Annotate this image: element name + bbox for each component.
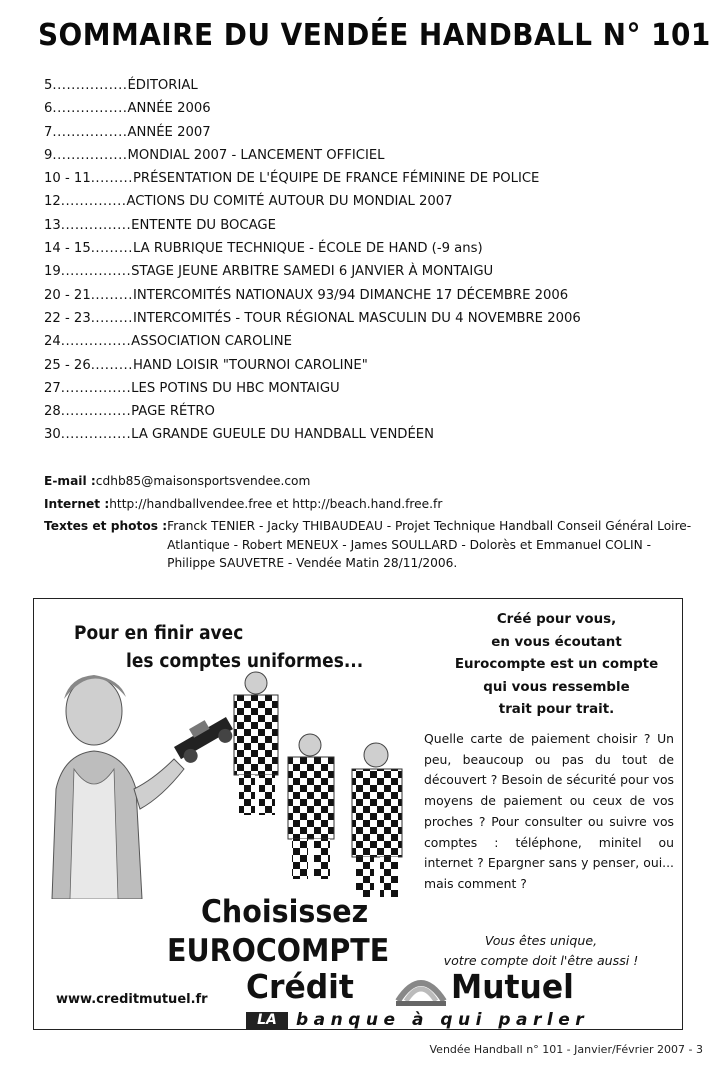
- ad-body-text: Quelle carte de paiement choisir ? Un peu, beaucoup ou pas du tout de découvert ? Besoin de sécurité pour vos moyens de paiement ou ceux de vos proches ? Pour consulter ou suivre vos comptes : téléphone, minitel ou internet ? Epargner sans y penser, oui... mais comment ?: [424, 731, 674, 891]
- ad-headline-line-2: les comptes uniformes...: [126, 651, 364, 672]
- toc-leader-dots: .........: [90, 357, 133, 373]
- credits-value: Franck TENIER - Jacky THIBAUDEAU - Projet Technique Handball Conseil Général Loire-Atlantique - Robert MENEUX - James SOULLARD - Dolorès et Emmanuel COLIN - Philippe SAUVETRE - Vendée Matin 28/11/2006.: [167, 519, 692, 570]
- ad-cta-line-2: EUROCOMPTE: [167, 933, 390, 969]
- toc-entry-title: LES POTINS DU HBC MONTAIGU: [131, 380, 340, 396]
- toc-leader-dots: ..............: [60, 194, 127, 210]
- ad-tagline-line: en vous écoutant: [491, 634, 622, 650]
- toc-page-number: 5: [44, 78, 53, 93]
- logo-word-mutuel: Mutuel: [451, 967, 574, 1006]
- toc-row: [44, 307, 684, 330]
- logo-slogan: banque à qui parler: [296, 1010, 590, 1030]
- ad-tagline: [444, 609, 669, 722]
- toc-row: [44, 400, 684, 423]
- toc-leader-dots: ...............: [60, 264, 132, 280]
- toc-leader-dots: .........: [90, 171, 133, 187]
- toc-page-number: 24: [44, 334, 61, 350]
- toc-page-number: 10 - 11: [44, 171, 91, 187]
- ad-tagline-line: trait pour trait.: [498, 702, 615, 717]
- toc-page-number: 20 - 21: [44, 287, 91, 303]
- internet-row: [44, 495, 694, 514]
- toc-leader-dots: .........: [90, 287, 133, 303]
- toc-row: [44, 144, 684, 167]
- contact-info: [44, 472, 694, 577]
- toc-entry-title: PAGE RÉTRO: [131, 404, 215, 420]
- toc-entry-title: ÉDITORIAL: [127, 78, 198, 93]
- toc-row: [44, 167, 684, 190]
- ad-headline-line-1: Pour en finir avec: [74, 623, 244, 644]
- toc-row: [44, 284, 684, 307]
- toc-row: [44, 214, 684, 237]
- toc-entry-title: ANNÉE 2007: [127, 124, 211, 140]
- toc-entry-title: HAND LOISIR "TOURNOI CAROLINE": [132, 357, 368, 373]
- toc-leader-dots: ...............: [60, 334, 132, 350]
- toc-entry-title: ASSOCIATION CAROLINE: [131, 334, 292, 350]
- toc-leader-dots: ...............: [60, 380, 132, 396]
- page-footer: Vendée Handball n° 101 - Janvier/Février 2007 - 3: [429, 1043, 703, 1056]
- toc-page-number: 25 - 26: [44, 357, 91, 373]
- credits-row: [44, 517, 694, 573]
- toc-leader-dots: ................: [52, 101, 128, 117]
- toc-row: [44, 121, 684, 144]
- toc-leader-dots: ................: [52, 147, 128, 163]
- toc-row: [44, 237, 684, 260]
- toc-page-number: 30: [44, 427, 61, 443]
- toc-page-number: 14 - 15: [44, 241, 91, 257]
- toc-entry-title: MONDIAL 2007 - LANCEMENT OFFICIEL: [127, 147, 385, 163]
- toc-leader-dots: .........: [90, 241, 133, 257]
- toc-leader-dots: ...............: [60, 217, 132, 233]
- toc-entry-title: STAGE JEUNE ARBITRE SAMEDI 6 JANVIER À MONTAIGU: [131, 264, 494, 280]
- toc-page-number: 22 - 23: [44, 310, 91, 326]
- ad-tagline-line: Créé pour vous,: [496, 612, 617, 627]
- toc-entry-title: ANNÉE 2006: [127, 101, 211, 117]
- toc-entry-title: INTERCOMITÉS NATIONAUX 93/94 DIMANCHE 17 DÉCEMBRE 2006: [132, 287, 569, 303]
- toc-page-number: 19: [44, 264, 61, 280]
- toc-entry-title: INTERCOMITÉS - TOUR RÉGIONAL MASCULIN DU 4 NOVEMBRE 2006: [132, 310, 581, 326]
- toc-page-number: 13: [44, 217, 61, 233]
- toc-entry-title: PRÉSENTATION DE L'ÉQUIPE DE FRANCE FÉMININE DE POLICE: [132, 171, 540, 187]
- toc-row: [44, 377, 684, 400]
- toc-leader-dots: .........: [90, 310, 133, 326]
- email-value: cdhb85@maisonsportsvendee.com: [95, 474, 311, 488]
- ad-tagline-line: Eurocompte est un compte: [454, 657, 659, 672]
- toc-page-number: 27: [44, 380, 61, 396]
- toc-page-number: 7: [44, 124, 53, 140]
- toc-row: [44, 74, 684, 97]
- toc-leader-dots: ................: [52, 124, 128, 140]
- toc-leader-dots: ...............: [60, 404, 132, 420]
- credits-label: Textes et photos :: [44, 519, 168, 533]
- toc-row: [44, 330, 684, 353]
- toc-row: [44, 260, 684, 283]
- ad-website-link[interactable]: www.creditmutuel.fr: [56, 992, 208, 1007]
- ad-closing-line: [416, 931, 666, 971]
- page-title: SOMMAIRE DU VENDÉE HANDBALL N° 101: [38, 18, 711, 53]
- toc-page-number: 12: [44, 194, 61, 210]
- toc-entry-title: ENTENTE DU BOCAGE: [131, 217, 276, 233]
- ad-closing-line-1: Vous êtes unique,: [484, 933, 598, 948]
- toc-row: [44, 190, 684, 213]
- toc-leader-dots: ................: [52, 78, 128, 93]
- credit-mutuel-emblem-icon: [394, 971, 448, 1009]
- table-of-contents: [44, 74, 684, 447]
- toc-row: [44, 423, 684, 446]
- ad-cta-line-1: Choisissez: [201, 894, 369, 930]
- toc-page-number: 6: [44, 101, 53, 117]
- toc-row: [44, 97, 684, 120]
- internet-value: http://handballvendee.free et http://beach.hand.free.fr: [109, 496, 443, 511]
- email-label: E-mail :: [44, 474, 96, 488]
- toc-page-number: 9: [44, 147, 53, 163]
- internet-label: Internet :: [44, 496, 110, 511]
- toc-entry-title: LA RUBRIQUE TECHNIQUE - ÉCOLE DE HAND (-9 ans): [132, 241, 483, 257]
- toc-entry-title: ACTIONS DU COMITÉ AUTOUR DU MONDIAL 2007: [126, 194, 453, 210]
- toc-page-number: 28: [44, 404, 61, 420]
- advertisement: [33, 598, 683, 1030]
- email-row: [44, 472, 694, 491]
- logo-la-badge: LA: [246, 1012, 288, 1029]
- logo-word-credit: Crédit: [246, 967, 354, 1006]
- ad-tagline-line: qui vous ressemble: [483, 679, 630, 695]
- credit-mutuel-logo: [246, 967, 606, 1029]
- toc-entry-title: LA GRANDE GUEULE DU HANDBALL VENDÉEN: [131, 427, 434, 443]
- toc-row: [44, 354, 684, 377]
- toc-leader-dots: ...............: [60, 427, 132, 443]
- ad-photo-illustration: [34, 659, 414, 899]
- ad-closing-line-2: votre compte doit l'être aussi !: [443, 953, 639, 968]
